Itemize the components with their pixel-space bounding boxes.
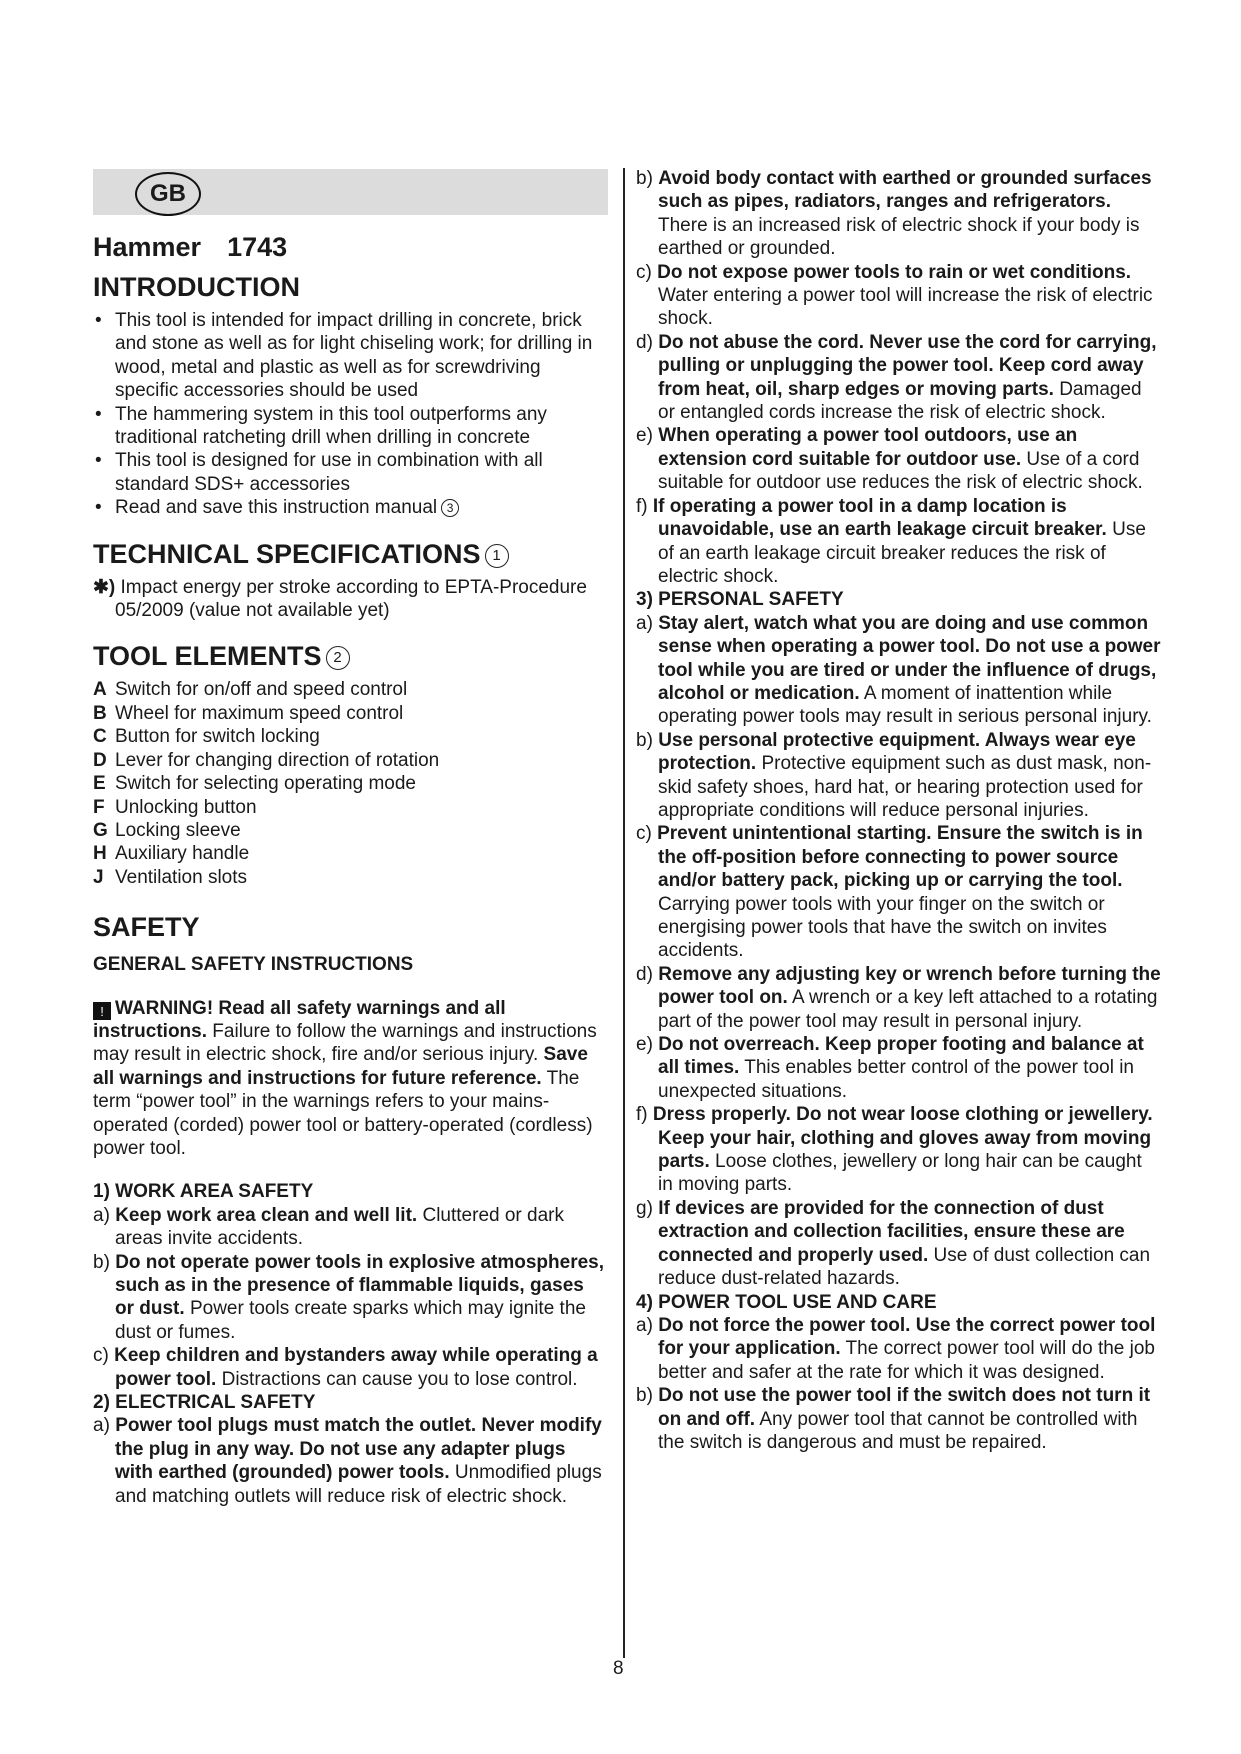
tool-element-item — [93, 772, 608, 795]
text: Power tools create sparks which may ignite the dust or fumes. — [115, 1298, 586, 1343]
item-key: f) — [636, 495, 648, 517]
element-label: Lever for changing direction of rotation — [115, 749, 440, 771]
left-safety-items — [93, 1180, 608, 1508]
tool-element-item — [93, 819, 608, 842]
text: A moment of inattention while operating power tools may result in serious personal injury. — [658, 682, 1152, 728]
note-marker: ✱) — [93, 576, 116, 598]
safety-item — [93, 1204, 608, 1251]
bold-text: Keep children and bystanders away while operating a power tool. — [114, 1345, 598, 1390]
element-letter: H — [93, 843, 107, 865]
text: A wrench or a key left attached to a rotating part of the power tool may result in personal injury. — [658, 987, 1158, 1032]
country-badge: GB — [135, 172, 201, 216]
intro-heading: INTRODUCTION — [93, 272, 300, 302]
item-key: c) — [636, 261, 652, 283]
product-name: Hammer — [93, 232, 202, 262]
item-key: a) — [636, 612, 653, 634]
element-label: Ventilation slots — [115, 866, 248, 888]
specs-heading — [93, 538, 608, 570]
bold-text: Do not force the power tool. Use the correct power tool for your application. — [658, 1314, 1156, 1360]
intro-bullet — [93, 449, 608, 496]
safety-item — [93, 1344, 608, 1391]
section-heading: 1) WORK AREA SAFETY — [93, 1181, 314, 1203]
tool-element-item — [93, 749, 608, 772]
bold-text: Remove any adjusting key or wrench before turning the power tool on. — [658, 963, 1161, 1009]
bold-text: Avoid body contact with earthed or grounded surfaces such as pipes, radiators, ranges and refrigerators. — [658, 168, 1152, 213]
safety-item — [636, 612, 1161, 729]
tool-elements-list — [93, 678, 608, 889]
bold-text: If operating a power tool in a damp location is unavoidable, use an earth leakage circuit breaker. — [652, 495, 1107, 541]
section-heading: 4) POWER TOOL USE AND CARE — [636, 1291, 937, 1313]
safety-item — [636, 167, 1161, 261]
figure-ref: 1 — [485, 544, 509, 568]
elements-heading — [93, 640, 608, 672]
item-key: e) — [636, 1034, 653, 1056]
safety-item — [636, 1314, 1161, 1384]
bold-text: Do not expose power tools to rain or wet conditions. — [657, 261, 1132, 283]
safety-item — [636, 1103, 1161, 1197]
bold-text: Stay alert, watch what you are doing and use common sense when operating a power tool. Do not use a power tool while you are tired or under the influence of drugs, alcohol or medication. — [658, 612, 1161, 704]
element-letter: G — [93, 819, 108, 841]
bold-text: Do not overreach. Keep proper footing and balance at all times. — [658, 1034, 1144, 1079]
element-label: Button for switch locking — [115, 726, 320, 748]
safety-item — [636, 963, 1161, 1033]
text: Carrying power tools with your finger on the switch or energising power tools that have the switch on invites accidents. — [658, 893, 1107, 962]
right-safety-items — [636, 167, 1161, 1454]
text: Use of an earth leakage circuit breaker reduces the risk of electric shock. — [658, 519, 1146, 587]
text: Protective equipment such as dust mask, non-skid safety shoes, hard hat, or hearing protection used for appropriate conditions will reduce personal injuries. — [658, 753, 1152, 821]
tool-element-item — [93, 866, 608, 889]
text: Water entering a power tool will increase the risk of electric shock. — [658, 285, 1153, 330]
left-column — [93, 169, 608, 1508]
text: Use of a cord suitable for outdoor use reduces the risk of electric shock. — [658, 448, 1143, 494]
item-key: b) — [636, 1385, 653, 1407]
specs-heading-text: TECHNICAL SPECIFICATIONS — [93, 538, 481, 569]
element-letter: D — [93, 749, 107, 771]
tool-element-item — [93, 725, 608, 748]
text: The term “power tool” in the warnings refers to your mains-operated (corded) power tool or battery-operated (cordless) power tool. — [93, 1067, 593, 1159]
text: Loose clothes, jewellery or long hair can be caught in moving parts. — [658, 1151, 1142, 1196]
text: There is an increased risk of electric shock if your body is earthed or grounded. — [658, 214, 1140, 260]
item-key: d) — [636, 963, 653, 985]
element-label: Switch for on/off and speed control — [115, 679, 408, 701]
bold-text: Do not abuse the cord. Never use the cord for carrying, pulling or unplugging the power tool. Keep cord away from heat, oil, sharp edges or moving parts. — [658, 331, 1157, 400]
bold-text: If devices are provided for the connection of dust extraction and collection facilities, ensure these are connected and properly used. — [658, 1197, 1125, 1266]
item-key: e) — [636, 425, 653, 447]
section-heading: 2) ELECTRICAL SAFETY — [93, 1392, 316, 1414]
tool-element-item — [93, 796, 608, 819]
safety-item — [636, 1197, 1161, 1291]
bold-text: Dress properly. Do not wear loose clothing or jewellery. Keep your hair, clothing and gloves away from moving parts. — [652, 1104, 1153, 1173]
product-title — [93, 231, 608, 263]
text: Any power tool that cannot be controlled with the switch is dangerous and must be repaired. — [658, 1408, 1138, 1453]
column-divider — [623, 168, 625, 1658]
note-text: Impact energy per stroke according to EPTA-Procedure 05/2009 (value not available yet) — [115, 576, 587, 622]
safety-item — [636, 729, 1161, 823]
safety-item — [636, 331, 1161, 425]
safety-item — [636, 1384, 1161, 1454]
item-key: b) — [636, 729, 653, 751]
element-label: Auxiliary handle — [115, 843, 250, 865]
element-letter: B — [93, 702, 107, 724]
bullet-text: The hammering system in this tool outperforms any traditional ratcheting drill when drilling in concrete — [115, 403, 547, 449]
item-key: b) — [93, 1251, 110, 1273]
item-key: g) — [636, 1197, 653, 1219]
safety-heading: SAFETY — [93, 912, 200, 943]
element-letter: J — [93, 866, 104, 888]
bold-text: Power tool plugs must match the outlet. Never modify the plug in any way. Do not use any adapter plugs with earthed (grounded) power tools. — [115, 1415, 602, 1484]
element-letter: F — [93, 796, 105, 818]
bullet-text: Read and save this instruction manual — [115, 497, 438, 519]
tool-element-item — [93, 678, 608, 701]
safety-item — [636, 261, 1161, 331]
element-letter: E — [93, 773, 106, 795]
safety-item — [636, 495, 1161, 589]
safety-item — [636, 1033, 1161, 1103]
tool-element-item — [93, 842, 608, 865]
safety-item — [93, 1251, 608, 1345]
specs-note — [93, 576, 608, 623]
element-letter: C — [93, 726, 107, 748]
safety-item — [636, 822, 1161, 962]
warning-paragraph — [93, 997, 608, 1161]
intro-bullet — [93, 403, 608, 450]
text: Use of dust collection can reduce dust-related hazards. — [658, 1244, 1151, 1290]
element-label: Switch for selecting operating mode — [115, 773, 416, 795]
warning-icon: ! — [93, 1002, 111, 1020]
safety-item — [93, 1414, 608, 1508]
item-key: a) — [93, 1204, 110, 1226]
text: Cluttered or dark areas invite accidents. — [115, 1204, 564, 1250]
bold-text: WARNING! Read all safety warnings and all instructions. — [93, 997, 506, 1042]
item-key: a) — [636, 1314, 653, 1336]
text: Failure to follow the warnings and instructions may result in electric shock, fire and/or serious injury. — [93, 1020, 597, 1066]
element-label: Unlocking button — [115, 796, 257, 818]
language-band — [93, 169, 608, 215]
model-number: 1743 — [227, 232, 288, 262]
item-key: a) — [93, 1415, 110, 1437]
intro-bullet — [93, 496, 608, 519]
bold-text: Prevent unintentional starting. Ensure the switch is in the off-position before connecting to power source and/or battery pack, picking up or carrying the tool. — [657, 823, 1143, 892]
general-safety-subheading: GENERAL SAFETY INSTRUCTIONS — [93, 954, 414, 976]
bold-text: Use personal protective equipment. Always wear eye protection. — [658, 729, 1136, 775]
text: This enables better control of the power tool in unexpected situations. — [658, 1057, 1134, 1102]
text: Unmodified plugs and matching outlets will reduce risk of electric shock. — [115, 1462, 602, 1507]
item-key: c) — [636, 823, 652, 845]
element-label: Wheel for maximum speed control — [115, 702, 404, 724]
intro-bullet — [93, 309, 608, 403]
bold-text: When operating a power tool outdoors, use an extension cord suitable for outdoor use. — [658, 425, 1078, 470]
right-column — [636, 167, 1161, 1454]
item-key: f) — [636, 1104, 648, 1126]
text: Damaged or entangled cords increase the risk of electric shock. — [658, 378, 1142, 424]
tool-element-item — [93, 702, 608, 725]
text: The correct power tool will do the job better and safer at the rate for which it was designed. — [658, 1338, 1155, 1383]
figure-ref: 3 — [441, 499, 459, 517]
element-label: Locking sleeve — [115, 819, 241, 841]
bold-text: Do not use the power tool if the switch does not turn it on and off. — [658, 1385, 1151, 1430]
item-key: c) — [93, 1345, 109, 1367]
safety-item — [636, 424, 1161, 494]
figure-ref: 2 — [326, 646, 350, 670]
bullet-text: This tool is designed for use in combination with all standard SDS+ accessories — [115, 450, 543, 495]
intro-list — [93, 309, 608, 520]
item-key: b) — [636, 168, 653, 189]
item-key: d) — [636, 331, 653, 353]
bold-text: Keep work area clean and well lit. — [115, 1204, 418, 1226]
section-heading: 3) PERSONAL SAFETY — [636, 589, 844, 611]
element-letter: A — [93, 679, 107, 701]
bullet-text: This tool is intended for impact drilling in concrete, brick and stone as well as for light chiseling work; for drilling in wood, metal and plastic as well as for screwdriving specific accessories should be used — [115, 310, 593, 402]
bold-text: Do not operate power tools in explosive atmospheres, such as in the presence of flammable liquids, gases or dust. — [115, 1251, 605, 1320]
bold-text: Save all warnings and instructions for future reference. — [93, 1044, 588, 1089]
page-number: 8 — [613, 1658, 624, 1679]
text: Distractions can cause you to lose control. — [216, 1368, 578, 1390]
elements-heading-text: TOOL ELEMENTS — [93, 641, 322, 672]
